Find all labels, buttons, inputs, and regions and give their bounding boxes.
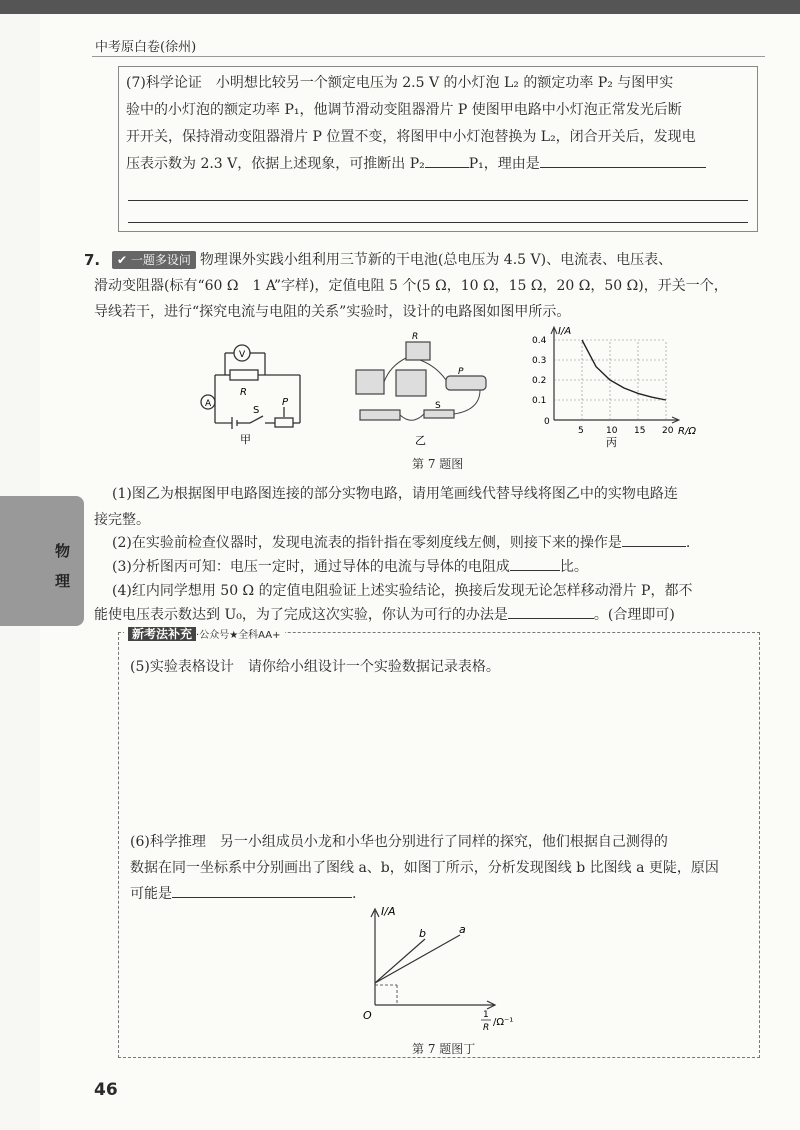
ammeter-device	[396, 370, 426, 396]
figure-ding-caption: 第 7 题图丁	[412, 1042, 476, 1056]
bing-xtick-label: 10	[606, 426, 618, 436]
q7-stem-line1	[112, 247, 672, 273]
bing-xtick-label: 15	[634, 426, 646, 436]
new-method-label: 新考法补充	[128, 627, 196, 641]
answer-blank-q6[interactable]	[172, 897, 352, 898]
figure-caption: 第 7 题图	[412, 457, 464, 471]
q7-part7-line4a: 压表示数为 2.3 V，依据上述现象，可推断出 P₂	[126, 156, 425, 172]
yi-resistor-label: R	[412, 332, 419, 342]
page-number: 46	[94, 1080, 118, 1100]
answer-line-1[interactable]	[128, 200, 748, 201]
subq-4-tail: 。(合理即可)	[593, 607, 675, 623]
bing-curve	[582, 340, 666, 400]
question-number: 7.	[84, 251, 101, 269]
new-method-tag	[124, 625, 285, 642]
q7-stem-line2: 滑动变阻器(标有“60 Ω 1 A”字样)，定值电阻 5 个(5 Ω，10 Ω，15 Ω，20 Ω，50 Ω)，开关一个，	[94, 278, 728, 294]
watermark-text: ·公众号★全科AA+	[196, 630, 281, 641]
bing-origin: 0	[544, 417, 550, 427]
physical-circuit-yi	[340, 330, 500, 450]
ding-label-a: a	[459, 923, 466, 936]
answer-blank-compare[interactable]	[425, 167, 469, 168]
subq-4-line1: (4)红内同学想用 50 Ω 的定值电阻验证上述实验结论，换接后发现无论怎样移动滑片 P，都不	[112, 583, 693, 599]
fig-bing-label: 丙	[606, 436, 617, 449]
q7-part7-line1: (7)科学论证 小明想比较另一个额定电压为 2.5 V 的小灯泡 L₂ 的额定功率 P₂ 与图甲实	[126, 75, 674, 91]
q7-stem-line3: 导线若干，进行“探究电流与电阻的关系”实验时，设计的电路图如图甲所示。	[94, 304, 571, 320]
subq-6-line2: 数据在同一坐标系中分别画出了图线 a、b，如图丁所示，分析发现图线 b 比图线 a 更陡，原因	[130, 860, 719, 876]
answer-line-2[interactable]	[128, 222, 748, 223]
subq-3-tail: 比。	[559, 559, 588, 575]
subq-6-line3: 可能是 .	[130, 886, 357, 902]
subq-3	[112, 554, 588, 580]
ding-line-a	[375, 935, 460, 983]
q7-part7-line2: 验中的小灯泡的额定功率 P₁，他调节滑动变阻器滑片 P 使图甲电路中小灯泡正常发光后断	[126, 102, 682, 118]
bing-y-label: I/A	[558, 326, 572, 337]
q7-part7-line3: 开开关，保持滑动变阻器滑片 P 位置不变，将图甲中小灯泡替换为 L₂，闭合开关后，发现电	[126, 129, 696, 145]
fig-jia-label: 甲	[240, 433, 251, 445]
ding-x-den: R	[483, 1023, 490, 1033]
page-header: 中考原白卷(徐州)	[95, 40, 197, 55]
scan-top-edge	[0, 0, 800, 14]
chart-bing	[520, 325, 700, 455]
subq-3-text: (3)分析图丙可知：电压一定时，通过导体的电流与导体的电阻成	[112, 559, 510, 575]
ding-x-num: 1	[483, 1010, 489, 1020]
bing-xtick-label: 20	[662, 426, 674, 436]
resistor-block	[406, 342, 430, 360]
q7-part7-line4b: P₁，理由是	[468, 156, 540, 172]
bing-ytick-label: 0.1	[532, 396, 547, 406]
voltmeter-label: V	[239, 350, 246, 360]
switch-S	[250, 416, 263, 423]
ding-line-b	[375, 939, 425, 983]
subq-6-text: 可能是	[130, 886, 172, 902]
yi-slider-label: P	[458, 367, 464, 377]
resistor-label: R	[240, 387, 247, 398]
bing-x-label: R/Ω	[678, 426, 696, 437]
side-tab-char-1: 物	[55, 542, 71, 560]
q7-stem-text1: 物理课外实践小组利用三节新的干电池(总电压为 4.5 V)、电流表、电压表、	[199, 252, 673, 268]
switch-device	[424, 410, 454, 418]
bing-ytick-label: 0.2	[532, 376, 547, 386]
one-question-many-tag: ✔ 一题多设问	[112, 251, 196, 269]
ding-label-b: b	[419, 927, 426, 940]
bing-ytick-label: 0.3	[532, 356, 547, 366]
subq-1-line1: (1)图乙为根据图甲电路图连接的部分实物电路，请用笔画线代替导线将图乙中的实物电路连	[112, 486, 678, 502]
bing-xtick-label: 5	[578, 426, 584, 436]
subq-4-text: 能使电压表示数达到 U₀，为了完成这次实验，你认为可行的办法是	[94, 607, 508, 623]
header-rule	[92, 56, 765, 57]
battery-pack	[360, 410, 400, 420]
answer-blank-q3[interactable]	[510, 570, 560, 571]
answer-blank-reason[interactable]	[540, 167, 706, 168]
switch-label: S	[253, 405, 260, 416]
fig-yi-label: 乙	[415, 434, 426, 447]
slider-label: P	[282, 397, 289, 408]
rheostat-P	[275, 418, 293, 427]
yi-switch-label: S	[435, 401, 441, 411]
ding-origin: O	[363, 1009, 372, 1022]
answer-blank-q4[interactable]	[508, 618, 594, 619]
answer-blank-q2[interactable]	[622, 546, 686, 547]
ammeter-label: A	[205, 399, 212, 409]
circuit-diagram-jia	[190, 335, 310, 445]
side-tab-char-2: 理	[55, 572, 71, 590]
resistor-R	[230, 370, 258, 380]
subq-2-text: (2)在实验前检查仪器时，发现电流表的指针指在零刻度线左侧，则接下来的操作是	[112, 535, 622, 551]
rheostat-device	[446, 376, 486, 390]
subject-side-tab	[0, 496, 84, 626]
table-design-area[interactable]	[130, 690, 740, 820]
subq-2: (2)在实验前检查仪器时，发现电流表的指针指在零刻度线左侧，则接下来的操作是 .	[112, 535, 691, 551]
q7-part7-line4	[126, 151, 706, 177]
voltmeter-device	[356, 370, 384, 394]
bing-ytick-label: 0.4	[532, 336, 547, 346]
subq-6-line1: (6)科学推理 另一小组成员小龙和小华也分别进行了同样的探究，他们根据自己测得的	[130, 834, 668, 850]
ding-y-label: I/A	[381, 905, 396, 918]
chart-ding	[355, 905, 535, 1035]
subq-1-line2: 接完整。	[94, 512, 150, 528]
subq-5: (5)实验表格设计 请你给小组设计一个实验数据记录表格。	[130, 659, 500, 675]
ding-x-unit: /Ω⁻¹	[493, 1017, 514, 1028]
